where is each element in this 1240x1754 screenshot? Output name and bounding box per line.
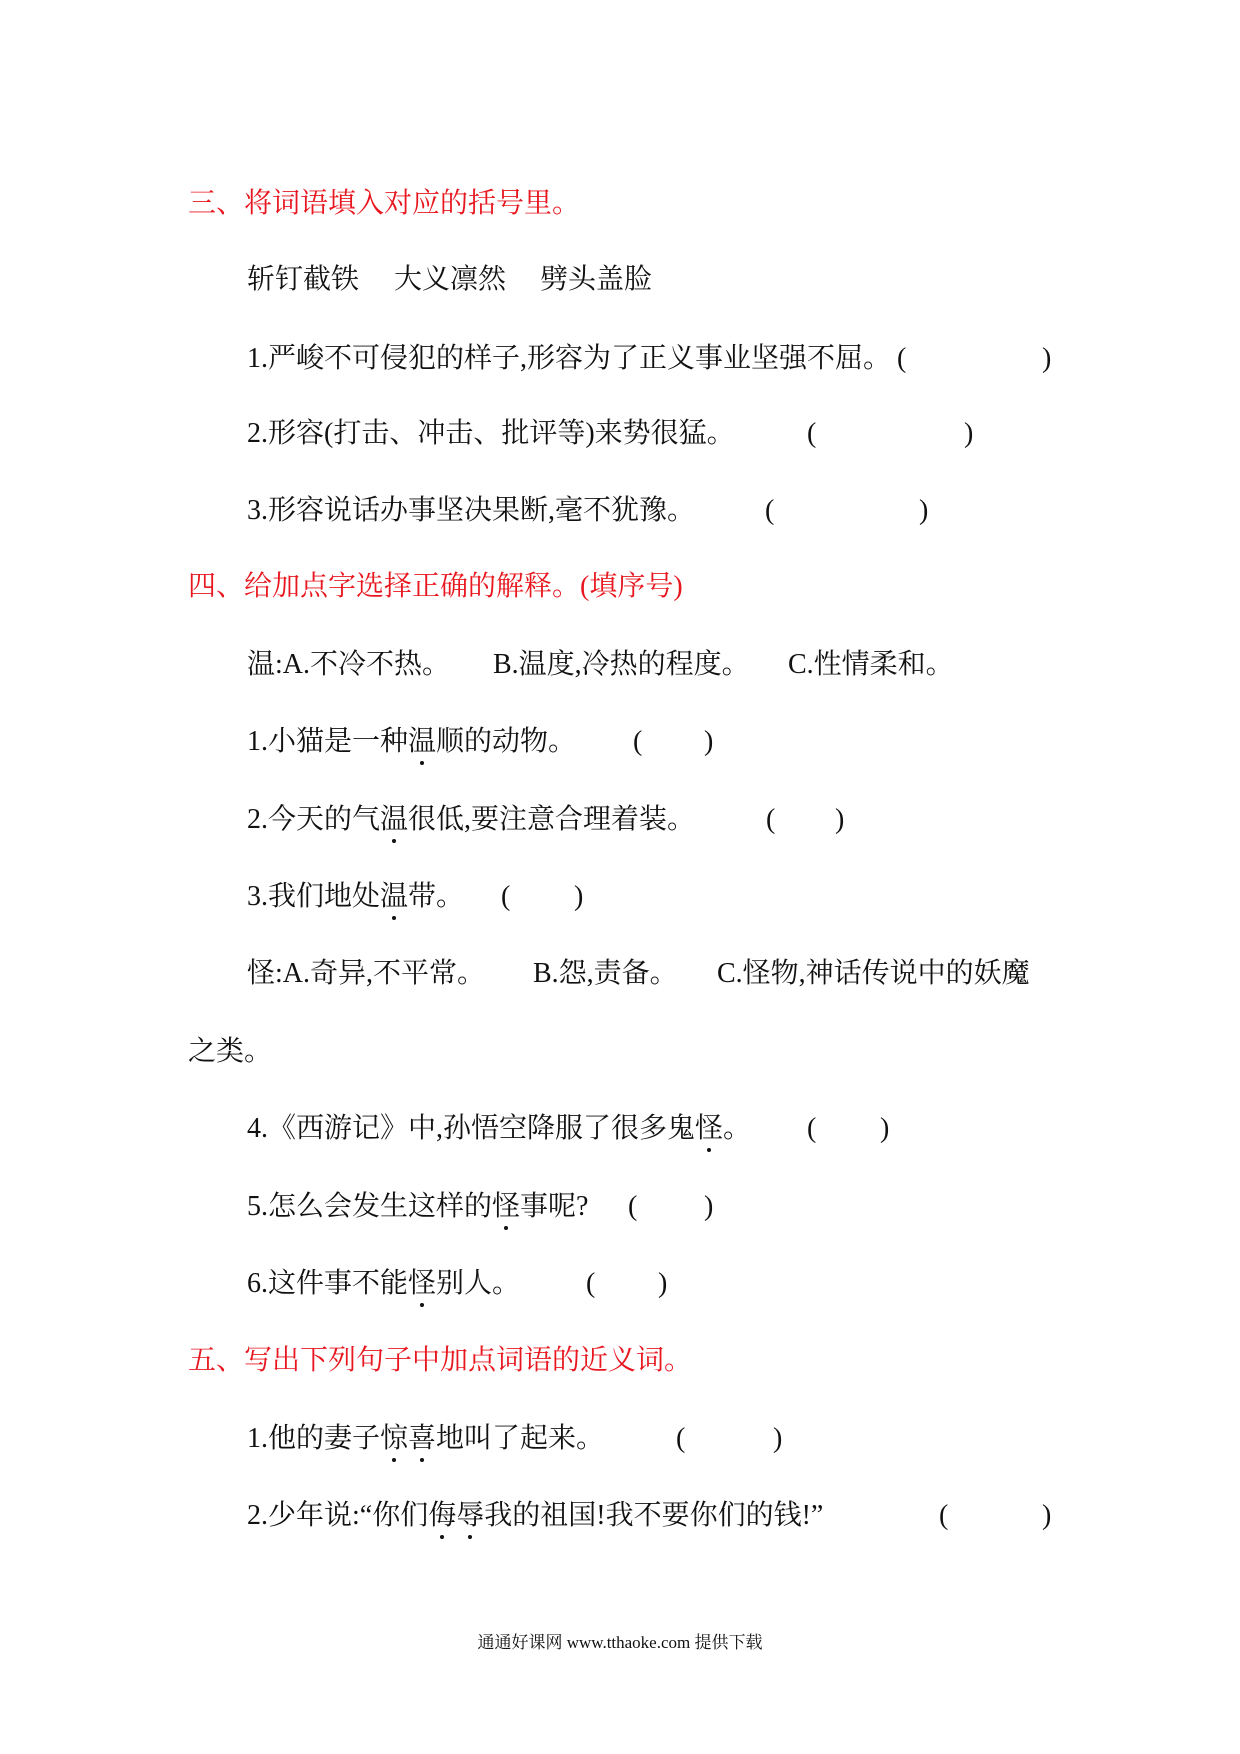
answer-blank-close: )	[704, 726, 714, 757]
answer-blank-open: (	[807, 418, 817, 449]
answer-blank-close: )	[919, 495, 929, 526]
answer-blank-close: )	[835, 804, 845, 835]
question-item	[247, 416, 974, 452]
word-bank-item: 大义凛然	[394, 264, 507, 295]
definition-option: 怪:A.奇异,不平常。	[247, 958, 486, 989]
question-text-after: 。	[723, 1113, 752, 1144]
word-bank-item: 劈头盖脸	[540, 264, 653, 295]
question-text-before: 6.这件事不能	[247, 1268, 409, 1299]
question-text-after: 我的祖国!我不要你们的钱!”	[484, 1500, 824, 1531]
section-4-heading: 四、给加点字选择正确的解释。(填序号)	[188, 571, 683, 602]
page-footer: 通通好课网 www.tthaoke.com 提供下载	[477, 1633, 763, 1652]
definition-option: C.性情柔和。	[788, 649, 954, 680]
question-item	[247, 1498, 1052, 1534]
question-text: 2.形容(打击、冲击、批评等)来势很猛。	[247, 418, 735, 449]
emphasis-char: 惊	[380, 1421, 408, 1457]
question-item	[247, 1266, 668, 1302]
question-text: 3.形容说话办事坚决果断,毫不犹豫。	[247, 495, 696, 526]
emphasis-char: 喜	[408, 1421, 436, 1457]
question-text-before: 1.他的妻子	[247, 1423, 381, 1454]
question-item	[247, 724, 714, 760]
question-text-after: 很低,要注意合理着装。	[408, 804, 696, 835]
definition-option-continued: 之类。	[188, 1036, 273, 1067]
emphasis-char: 怪	[408, 1266, 436, 1302]
question-text-after: 事呢?	[520, 1191, 589, 1222]
emphasis-char: 温	[380, 879, 408, 915]
question-text-before: 5.怎么会发生这样的	[247, 1191, 493, 1222]
section-5-heading: 五、写出下列句子中加点词语的近义词。	[188, 1345, 693, 1376]
answer-blank-open: (	[807, 1113, 817, 1144]
question-item	[247, 1111, 890, 1147]
question-item	[247, 1189, 714, 1225]
definition-option: B.温度,冷热的程度。	[493, 649, 750, 680]
question-text-before: 1.小猫是一种	[247, 726, 409, 757]
question-text-after: 顺的动物。	[436, 726, 577, 757]
answer-blank-open: (	[676, 1423, 686, 1454]
answer-blank-open: (	[586, 1268, 596, 1299]
emphasis-char: 怪	[492, 1189, 520, 1225]
answer-blank-close: )	[658, 1268, 668, 1299]
answer-blank-open: (	[765, 495, 775, 526]
section-3-heading: 三、将词语填入对应的括号里。	[188, 188, 581, 219]
question-text-before: 3.我们地处	[247, 881, 381, 912]
question-item	[247, 802, 845, 838]
question-text: 1.严峻不可侵犯的样子,形容为了正义事业坚强不屈。	[247, 343, 892, 374]
question-text-before: 2.少年说:“你们	[247, 1500, 429, 1531]
question-item	[247, 493, 929, 529]
answer-blank-open: (	[766, 804, 776, 835]
question-text-before: 4.《西游记》中,孙悟空降服了很多鬼	[247, 1113, 696, 1144]
question-item	[247, 1421, 783, 1457]
emphasis-char: 温	[380, 802, 408, 838]
question-text-after: 别人。	[436, 1268, 521, 1299]
answer-blank-close: )	[574, 881, 584, 912]
answer-blank-close: )	[1042, 1500, 1052, 1531]
answer-blank-close: )	[773, 1423, 783, 1454]
answer-blank-open: (	[897, 343, 907, 374]
answer-blank-open: (	[628, 1191, 638, 1222]
definition-option: B.怨,责备。	[533, 958, 678, 989]
question-item	[247, 879, 584, 915]
answer-blank-close: )	[880, 1113, 890, 1144]
answer-blank-close: )	[704, 1191, 714, 1222]
emphasis-char: 怪	[695, 1111, 723, 1147]
question-text-after: 地叫了起来。	[436, 1423, 605, 1454]
emphasis-char: 辱	[456, 1498, 484, 1534]
answer-blank-open: (	[633, 726, 643, 757]
question-text-after: 带。	[408, 881, 465, 912]
answer-blank-close: )	[1042, 343, 1052, 374]
word-bank-item: 斩钉截铁	[247, 264, 360, 295]
definition-option: 温:A.不冷不热。	[247, 649, 451, 680]
answer-blank-open: (	[939, 1500, 949, 1531]
question-text-before: 2.今天的气	[247, 804, 381, 835]
question-item	[247, 341, 1052, 377]
emphasis-char: 侮	[428, 1498, 456, 1534]
answer-blank-open: (	[501, 881, 511, 912]
answer-blank-close: )	[964, 418, 974, 449]
emphasis-char: 温	[408, 724, 436, 760]
definition-option: C.怪物,神话传说中的妖魔	[717, 958, 1030, 989]
